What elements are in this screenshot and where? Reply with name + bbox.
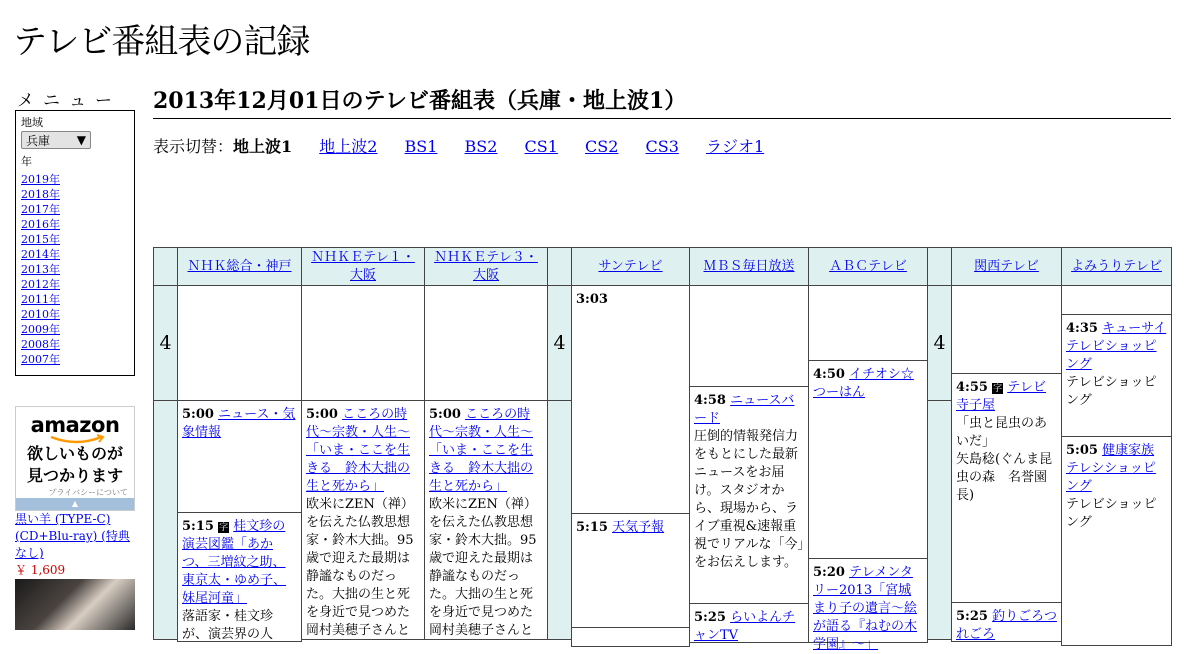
year-link[interactable]: 2014年 bbox=[21, 248, 60, 261]
program-description: テレビショッピング bbox=[1066, 497, 1157, 530]
year-link[interactable]: 2015年 bbox=[21, 233, 60, 246]
channel-link[interactable]: 関西テレビ bbox=[974, 258, 1039, 274]
program-title-link[interactable]: キューサイテレビショッピング bbox=[1066, 321, 1167, 372]
program-cell bbox=[1061, 314, 1172, 437]
year-list bbox=[21, 172, 129, 367]
program-cell bbox=[689, 386, 809, 604]
region-select[interactable] bbox=[21, 131, 91, 149]
year-link[interactable]: 2019年 bbox=[21, 173, 60, 186]
switcher-link[interactable]: CS2 bbox=[585, 137, 619, 156]
program-title-link[interactable]: こころの時代～宗教・人生～「いま・ここを生きる 鈴木大拙の生と死から」 bbox=[429, 407, 534, 494]
program-time: 5:00 bbox=[429, 407, 461, 422]
channel-link[interactable]: ＮＨＫＥテレ１・大阪 bbox=[311, 249, 415, 283]
program-time: 5:25 bbox=[956, 609, 988, 624]
ad-tagline-line: 見つかります bbox=[26, 466, 123, 485]
year-link[interactable]: 2018年 bbox=[21, 188, 60, 201]
site-title: テレビ番組表の記録 bbox=[13, 22, 310, 62]
program-title-link[interactable]: ニュース・気象情報 bbox=[182, 407, 296, 440]
program-title-link[interactable]: 桂文珍の演芸図鑑「あかつ、三増紋之助、東京太・ゆめ子、妹尾河童」 bbox=[182, 519, 287, 606]
program-cell-empty bbox=[301, 285, 425, 401]
channel-link[interactable]: ＮＨＫＥテレ３・大阪 bbox=[434, 249, 538, 283]
product-image[interactable] bbox=[15, 579, 135, 630]
switcher-link[interactable]: CS3 bbox=[645, 137, 679, 156]
page-title: 2013年12月01日のテレビ番組表（兵庫・地上波1） bbox=[153, 84, 1171, 119]
program-grid bbox=[153, 247, 1172, 652]
hour-cell bbox=[927, 400, 952, 640]
year-link[interactable]: 2013年 bbox=[21, 263, 60, 276]
channel-link[interactable]: ＭＢＳ毎日放送 bbox=[703, 258, 795, 274]
channel-header bbox=[951, 247, 1062, 286]
program-cell-empty bbox=[951, 285, 1062, 374]
program-cell bbox=[301, 400, 425, 640]
ad-tagline-line: 欲しいものが bbox=[26, 444, 123, 463]
program-title-link[interactable]: 健康家族テレシショッピング bbox=[1066, 443, 1156, 494]
channel-header bbox=[177, 247, 302, 286]
year-label: 年 bbox=[21, 155, 32, 168]
amazon-ad-banner[interactable] bbox=[15, 406, 135, 511]
year-link[interactable]: 2010年 bbox=[21, 308, 60, 321]
region-select-value: 兵庫 bbox=[26, 133, 51, 148]
program-time: 4:50 bbox=[813, 367, 845, 382]
program-cell bbox=[177, 512, 302, 642]
switcher-link[interactable]: BS1 bbox=[404, 137, 438, 156]
channel-header bbox=[301, 247, 425, 286]
program-cell-empty bbox=[1061, 285, 1172, 315]
channel-header bbox=[808, 247, 928, 286]
switcher-link[interactable]: BS2 bbox=[464, 137, 498, 156]
program-cell bbox=[951, 373, 1062, 603]
program-time: 4:35 bbox=[1066, 321, 1098, 336]
hour-label: 4 bbox=[553, 332, 566, 354]
chevron-down-icon: ▼ bbox=[76, 133, 86, 147]
program-cell-empty bbox=[424, 285, 548, 401]
year-link[interactable]: 2009年 bbox=[21, 323, 60, 336]
program-description: 矢島稔(ぐんま昆虫の森 名誉園長) bbox=[956, 452, 1053, 503]
channel-link[interactable]: よみうりテレビ bbox=[1071, 258, 1162, 274]
program-cell bbox=[571, 285, 690, 514]
menu-heading: メニュー bbox=[17, 91, 121, 111]
channel-link[interactable]: ＮＨＫ総合・神戸 bbox=[187, 258, 292, 274]
hour-cell bbox=[153, 285, 178, 401]
program-title-link[interactable]: こころの時代～宗教・人生～「いま・ここを生きる 鈴木大拙の生と死から」 bbox=[306, 407, 411, 494]
menu-panel bbox=[15, 110, 135, 376]
program-time: 5:25 bbox=[694, 610, 726, 625]
program-time: 5:00 bbox=[182, 407, 214, 422]
region-label: 地域 bbox=[21, 116, 43, 129]
amazon-smile-icon bbox=[49, 435, 105, 445]
hour-column-header bbox=[153, 247, 178, 286]
program-cell bbox=[1061, 436, 1172, 646]
program-cell bbox=[571, 513, 690, 628]
program-cell bbox=[689, 603, 809, 643]
program-cell bbox=[808, 558, 928, 652]
program-title-link[interactable]: イチオシ☆つーはん bbox=[813, 367, 914, 400]
hour-cell bbox=[547, 400, 572, 640]
hour-cell bbox=[153, 400, 178, 640]
view-switcher bbox=[153, 134, 764, 157]
program-time: 3:03 bbox=[576, 292, 608, 307]
program-title-link[interactable]: ニュースバード bbox=[694, 393, 795, 426]
channel-header bbox=[424, 247, 548, 286]
year-link[interactable]: 2007年 bbox=[21, 353, 60, 366]
ad-tagline bbox=[16, 443, 134, 487]
program-cell bbox=[808, 360, 928, 559]
subtitle-icon: 字 bbox=[219, 523, 229, 533]
channel-header bbox=[571, 247, 690, 286]
program-cell-empty bbox=[689, 285, 809, 387]
hour-label: 4 bbox=[933, 332, 946, 354]
ad-privacy-link[interactable]: プライバシーについて bbox=[48, 488, 128, 497]
switcher-link[interactable]: 地上波2 bbox=[319, 137, 378, 156]
program-cell bbox=[571, 627, 690, 647]
program-cell bbox=[424, 400, 548, 640]
program-description: 圧倒的情報発信力をもとにした最新ニュースをお届け。スタジオから、現場から、ライブ重視&速報重視でリアルな「今」をお伝えします。 bbox=[694, 429, 804, 570]
channel-link[interactable]: ＡＢＣテレビ bbox=[829, 258, 907, 274]
program-title-link[interactable]: 天気予報 bbox=[612, 520, 665, 535]
program-time: 4:55 bbox=[956, 380, 988, 395]
hour-cell bbox=[927, 285, 952, 401]
product-price: ￥ 1,609 bbox=[15, 563, 66, 577]
switcher-link[interactable]: CS1 bbox=[524, 137, 558, 156]
channel-header bbox=[689, 247, 809, 286]
program-description: 欧米にZEN（禅）を伝えた仏教思想家・鈴木大拙。95歳で迎えた最期は静謐なものだった。大拙の生と死を身近で見つめた岡村美穂子さんと bbox=[306, 497, 414, 638]
product-link[interactable]: 黒い羊 (TYPE-C) (CD+Blu-ray) (特典なし) bbox=[15, 512, 130, 560]
switcher-label: 表示切替： bbox=[153, 137, 234, 156]
year-link[interactable]: 2012年 bbox=[21, 278, 60, 291]
hour-label: 4 bbox=[159, 332, 172, 354]
program-time: 5:15 bbox=[576, 520, 608, 535]
program-time: 4:58 bbox=[694, 393, 726, 408]
channel-link[interactable]: サンテレビ bbox=[598, 258, 663, 274]
year-link[interactable]: 2017年 bbox=[21, 203, 60, 216]
switcher-link[interactable]: ラジオ1 bbox=[705, 137, 765, 156]
subtitle-icon: 字 bbox=[993, 384, 1003, 394]
program-time: 5:15 bbox=[182, 519, 214, 534]
program-title-link[interactable]: テレビ寺子屋 bbox=[956, 380, 1046, 413]
year-link[interactable]: 2011年 bbox=[21, 293, 60, 306]
year-link[interactable]: 2016年 bbox=[21, 218, 60, 231]
program-title-link[interactable]: らいよんチャンTV bbox=[694, 610, 796, 643]
program-title-link[interactable]: 釣りごろつれごろ bbox=[956, 609, 1057, 642]
program-time: 5:00 bbox=[306, 407, 338, 422]
switcher-current: 地上波1 bbox=[233, 137, 293, 156]
program-title-link[interactable]: テレメンタリー2013「宮城まり子の遺言～絵が語る『ねむの木学園』～」 bbox=[813, 565, 918, 652]
program-description: 落語家・桂文珍が、演芸界の人 bbox=[182, 609, 274, 642]
hour-column-header bbox=[547, 247, 572, 286]
program-cell-empty bbox=[808, 285, 928, 361]
program-time: 5:20 bbox=[813, 565, 845, 580]
program-cell bbox=[951, 602, 1062, 642]
ad-expand-arrow-icon[interactable]: ▲ bbox=[16, 498, 134, 510]
hour-cell bbox=[547, 285, 572, 401]
program-description: 欧米にZEN（禅）を伝えた仏教思想家・鈴木大拙。95歳で迎えた最期は静謐なものだった。大拙の生と死を身近で見つめた岡村美穂子さんと bbox=[429, 497, 537, 638]
channel-header bbox=[1061, 247, 1172, 286]
amazon-logo: amazon bbox=[30, 413, 120, 437]
year-link[interactable]: 2008年 bbox=[21, 338, 60, 351]
program-time: 5:05 bbox=[1066, 443, 1098, 458]
program-cell-empty bbox=[177, 285, 302, 401]
program-description: テレビショッピング bbox=[1066, 375, 1157, 408]
hour-column-header bbox=[927, 247, 952, 286]
program-cell bbox=[177, 400, 302, 513]
program-description: 「虫と昆虫のあいだ」 bbox=[956, 416, 1048, 449]
